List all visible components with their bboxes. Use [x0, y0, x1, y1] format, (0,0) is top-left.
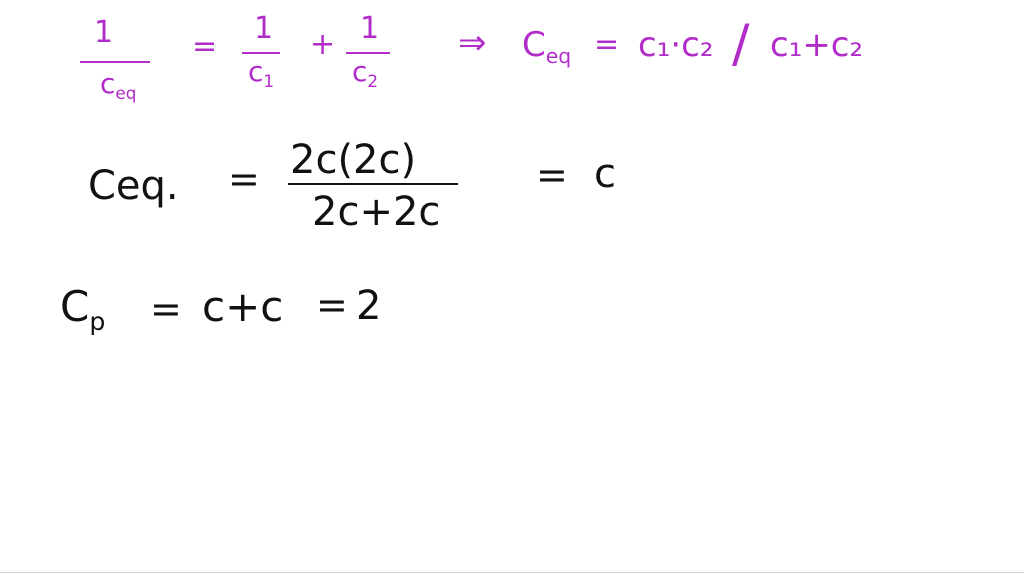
ceq-main: C — [522, 25, 546, 65]
frac1-den-sub: eq — [115, 82, 137, 103]
product-c1-c2: c₁·c₂ — [638, 25, 714, 65]
frac3-bar — [346, 52, 390, 54]
ceq-symbol — [522, 25, 572, 69]
result-c: c — [594, 151, 616, 197]
frac1-numerator: 1 — [94, 15, 114, 50]
cp-sub: p — [89, 306, 106, 336]
fraction-denominator: 2c+2c — [312, 189, 441, 235]
frac2-bar — [242, 52, 280, 54]
sum-c-c: c+c — [202, 282, 284, 331]
sum-c1-c2: c₁+c₂ — [770, 25, 864, 65]
cp-main: C — [60, 282, 90, 331]
bottom-divider — [0, 572, 1024, 573]
frac1-bar — [80, 61, 150, 63]
equals-sign-1: = — [192, 29, 218, 64]
plus-sign-1: + — [310, 27, 336, 62]
ceq-label: Ceq. — [88, 163, 179, 209]
frac3-numerator: 1 — [360, 11, 380, 46]
fraction-numerator: 2c(2c) — [290, 137, 417, 183]
frac2-denominator — [248, 55, 275, 91]
equals-sign-5: = — [150, 287, 182, 331]
result-2: 2 — [356, 283, 382, 329]
equals-sign-4: = — [536, 153, 568, 197]
frac3-den-sub: 2 — [367, 70, 379, 91]
implies-arrow: ⇒ — [458, 23, 487, 63]
frac1-denominator — [100, 67, 137, 103]
frac3-den-main: c — [352, 55, 368, 88]
frac2-den-main: c — [248, 55, 264, 88]
frac1-den-main: c — [100, 67, 116, 100]
division-slash: / — [732, 14, 750, 74]
fraction-bar — [288, 183, 458, 185]
equals-sign-2: = — [594, 27, 620, 62]
equals-sign-3: = — [228, 157, 260, 201]
cp-symbol — [60, 282, 106, 336]
frac2-den-sub: 1 — [263, 70, 275, 91]
frac3-denominator — [352, 55, 379, 91]
equals-sign-6: = — [316, 283, 348, 327]
ceq-sub: eq — [545, 44, 572, 69]
frac2-numerator: 1 — [254, 11, 274, 46]
